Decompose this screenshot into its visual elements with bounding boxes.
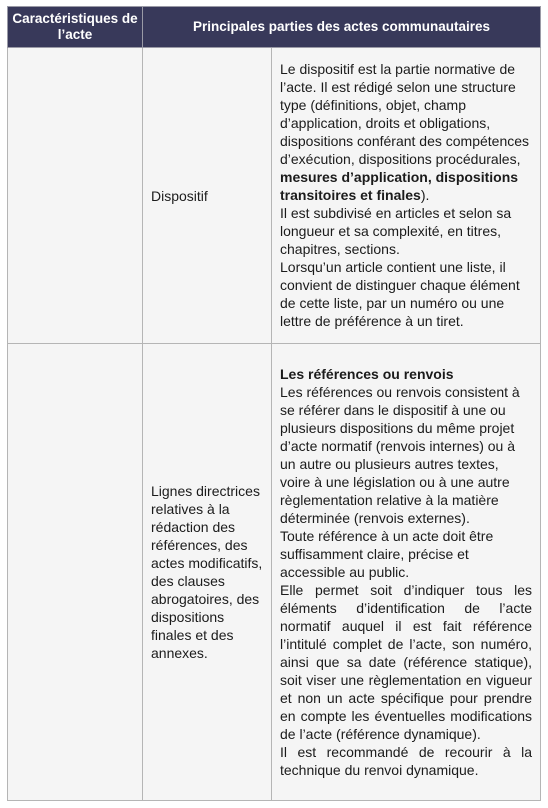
section-heading: Les références ou renvois bbox=[280, 365, 454, 382]
empty-cell bbox=[8, 344, 143, 801]
paragraph: Lorsqu’un article contient une liste, il convient de distinguer chaque élément de cette liste, par un numéro ou une lettre de préférence à un tiret. bbox=[280, 259, 520, 329]
paragraph: Elle permet soit d’indiquer tous les éléments d’identification de l’acte normatif auquel il est fait référence l’intitulé complet de l’acte, son numéro, ainsi que sa date (référence statique), soit viser une règlementation en vigueur et non un acte spécifique pour prendre en compte les éventuelles modifications de l’acte (référence dynamique). bbox=[280, 581, 533, 742]
text-run: Le dispositif est la partie normative de l’acte. Il est rédigé selon une structure type (définitions, objet, champ d’application, droits et obligations, dispositions conférant des compétences d’exécution, dispositions procédurales, bbox=[280, 61, 530, 167]
paragraph: Il est recommandé de recourir à la technique du renvoi dynamique. bbox=[280, 743, 533, 778]
text-run: ). bbox=[420, 187, 430, 203]
table-row bbox=[8, 344, 541, 801]
paragraph: Il est subdivisé en articles et selon sa longueur et sa complexité, en titres, chapitres, sections. bbox=[280, 205, 512, 257]
paragraph bbox=[280, 60, 532, 204]
row-content bbox=[272, 344, 541, 801]
header-characteristics: Caractéristiques de l’acte bbox=[8, 7, 143, 48]
bold-text: mesures d’application, dispositions transitoires et finales bbox=[280, 169, 519, 203]
table-row bbox=[8, 48, 541, 344]
paragraph: Toute référence à un acte doit être suffisamment claire, précise et accessible au public. bbox=[280, 527, 494, 580]
row-content bbox=[272, 48, 541, 344]
header-main-parts: Principales parties des actes communautaires bbox=[143, 7, 541, 48]
guidelines-table bbox=[7, 6, 541, 801]
paragraph: Les références ou renvois consistent à se référer dans le dispositif à une ou plusieurs dispositions du même projet d’acte normatif (renvois internes) ou à un autre ou plusieurs autres textes, voire à une législation ou à une autre règlementation relative à la matière déterminée (renvois externes). bbox=[280, 383, 520, 526]
empty-cell bbox=[8, 48, 143, 344]
header-row bbox=[8, 7, 541, 48]
row-label: Lignes directrices relatives à la rédaction des références, des actes modificatifs, des clauses abrogatoires, des dispositions finales et des annexes. bbox=[143, 344, 272, 801]
row-label: Dispositif bbox=[143, 48, 272, 344]
